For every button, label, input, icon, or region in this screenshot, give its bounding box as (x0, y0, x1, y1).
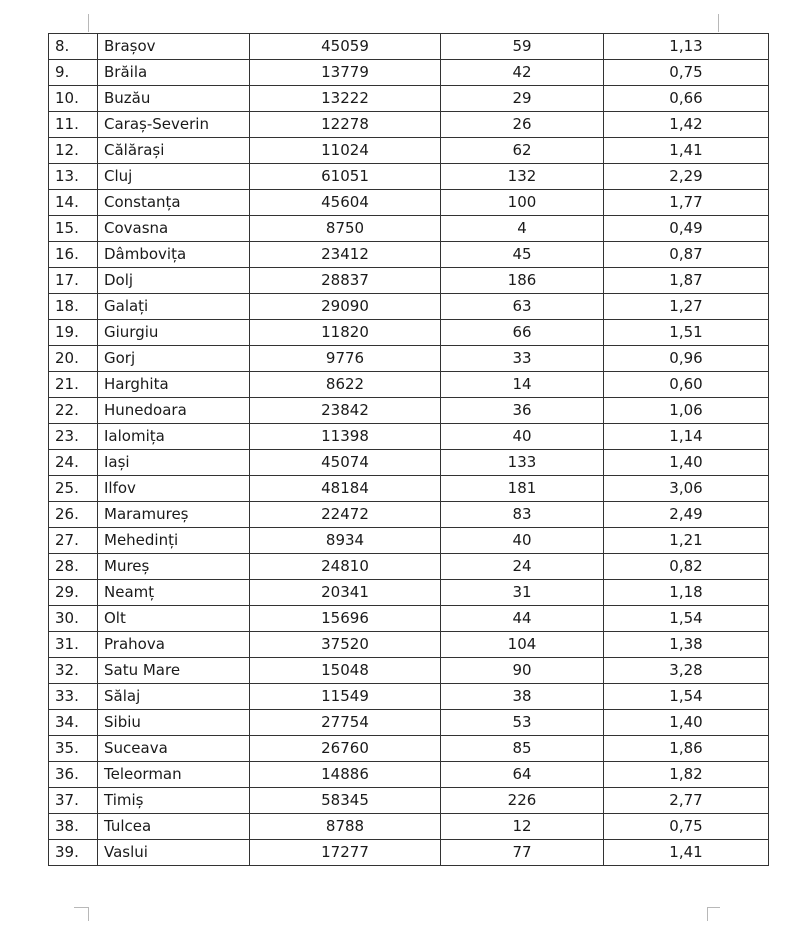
population-cell: 8622 (250, 372, 441, 398)
table-row (49, 268, 769, 294)
rate-cell: 0,49 (604, 216, 769, 242)
table-row (49, 372, 769, 398)
county-name-cell: Dâmbovița (98, 242, 250, 268)
rate-cell: 1,13 (604, 34, 769, 60)
table-row (49, 424, 769, 450)
page-margin-mark-bottom-left (74, 907, 89, 921)
population-cell: 45074 (250, 450, 441, 476)
county-name-cell: Dolj (98, 268, 250, 294)
cases-cell: 85 (441, 736, 604, 762)
cases-cell: 40 (441, 528, 604, 554)
county-name-cell: Brașov (98, 34, 250, 60)
cases-cell: 31 (441, 580, 604, 606)
population-cell: 23842 (250, 398, 441, 424)
cases-cell: 29 (441, 86, 604, 112)
rate-cell: 1,27 (604, 294, 769, 320)
population-cell: 11549 (250, 684, 441, 710)
row-number-cell: 20. (49, 346, 98, 372)
row-number-cell: 28. (49, 554, 98, 580)
table-row (49, 840, 769, 866)
table-row (49, 762, 769, 788)
county-name-cell: Timiș (98, 788, 250, 814)
cases-cell: 132 (441, 164, 604, 190)
table-row (49, 710, 769, 736)
cases-cell: 64 (441, 762, 604, 788)
row-number-cell: 16. (49, 242, 98, 268)
population-cell: 61051 (250, 164, 441, 190)
cases-cell: 42 (441, 60, 604, 86)
county-name-cell: Satu Mare (98, 658, 250, 684)
population-cell: 23412 (250, 242, 441, 268)
county-name-cell: Galați (98, 294, 250, 320)
rate-cell: 1,87 (604, 268, 769, 294)
table-row (49, 450, 769, 476)
cases-cell: 83 (441, 502, 604, 528)
county-name-cell: Mehedinți (98, 528, 250, 554)
population-cell: 11398 (250, 424, 441, 450)
population-cell: 8788 (250, 814, 441, 840)
cases-cell: 14 (441, 372, 604, 398)
cases-cell: 133 (441, 450, 604, 476)
table-row (49, 86, 769, 112)
county-name-cell: Brăila (98, 60, 250, 86)
population-cell: 26760 (250, 736, 441, 762)
population-cell: 13779 (250, 60, 441, 86)
county-name-cell: Maramureș (98, 502, 250, 528)
population-cell: 28837 (250, 268, 441, 294)
table-row (49, 138, 769, 164)
row-number-cell: 37. (49, 788, 98, 814)
rate-cell: 0,75 (604, 814, 769, 840)
county-name-cell: Olt (98, 606, 250, 632)
row-number-cell: 18. (49, 294, 98, 320)
cases-cell: 38 (441, 684, 604, 710)
rate-cell: 2,29 (604, 164, 769, 190)
population-cell: 11820 (250, 320, 441, 346)
cases-cell: 24 (441, 554, 604, 580)
county-name-cell: Sălaj (98, 684, 250, 710)
population-cell: 9776 (250, 346, 441, 372)
rate-cell: 1,18 (604, 580, 769, 606)
rate-cell: 0,75 (604, 60, 769, 86)
table-row (49, 554, 769, 580)
row-number-cell: 30. (49, 606, 98, 632)
county-name-cell: Sibiu (98, 710, 250, 736)
county-name-cell: Ialomița (98, 424, 250, 450)
rate-cell: 3,28 (604, 658, 769, 684)
population-cell: 22472 (250, 502, 441, 528)
county-name-cell: Constanța (98, 190, 250, 216)
cases-cell: 40 (441, 424, 604, 450)
cases-cell: 12 (441, 814, 604, 840)
population-cell: 8750 (250, 216, 441, 242)
rate-cell: 3,06 (604, 476, 769, 502)
population-cell: 20341 (250, 580, 441, 606)
county-data-table (48, 33, 769, 866)
rate-cell: 1,77 (604, 190, 769, 216)
county-name-cell: Suceava (98, 736, 250, 762)
table-row (49, 606, 769, 632)
cases-cell: 100 (441, 190, 604, 216)
row-number-cell: 31. (49, 632, 98, 658)
row-number-cell: 19. (49, 320, 98, 346)
table-row (49, 320, 769, 346)
row-number-cell: 24. (49, 450, 98, 476)
county-name-cell: Călărași (98, 138, 250, 164)
row-number-cell: 22. (49, 398, 98, 424)
table-row (49, 242, 769, 268)
row-number-cell: 36. (49, 762, 98, 788)
row-number-cell: 26. (49, 502, 98, 528)
population-cell: 13222 (250, 86, 441, 112)
county-name-cell: Vaslui (98, 840, 250, 866)
cases-cell: 33 (441, 346, 604, 372)
cases-cell: 66 (441, 320, 604, 346)
table-row (49, 216, 769, 242)
rate-cell: 0,87 (604, 242, 769, 268)
county-name-cell: Covasna (98, 216, 250, 242)
cases-cell: 44 (441, 606, 604, 632)
county-name-cell: Giurgiu (98, 320, 250, 346)
row-number-cell: 35. (49, 736, 98, 762)
rate-cell: 1,42 (604, 112, 769, 138)
row-number-cell: 39. (49, 840, 98, 866)
table-row (49, 632, 769, 658)
cases-cell: 181 (441, 476, 604, 502)
table-row (49, 164, 769, 190)
table-row (49, 346, 769, 372)
table-row (49, 112, 769, 138)
county-name-cell: Tulcea (98, 814, 250, 840)
table-row (49, 528, 769, 554)
population-cell: 12278 (250, 112, 441, 138)
population-cell: 58345 (250, 788, 441, 814)
rate-cell: 1,38 (604, 632, 769, 658)
row-number-cell: 25. (49, 476, 98, 502)
rate-cell: 1,54 (604, 684, 769, 710)
table-row (49, 34, 769, 60)
cases-cell: 63 (441, 294, 604, 320)
rate-cell: 2,49 (604, 502, 769, 528)
page-margin-mark-bottom-right (707, 907, 720, 921)
county-name-cell: Teleorman (98, 762, 250, 788)
population-cell: 24810 (250, 554, 441, 580)
rate-cell: 1,54 (604, 606, 769, 632)
table-row (49, 398, 769, 424)
cases-cell: 90 (441, 658, 604, 684)
cases-cell: 4 (441, 216, 604, 242)
rate-cell: 1,40 (604, 710, 769, 736)
row-number-cell: 11. (49, 112, 98, 138)
table-row (49, 788, 769, 814)
table-row (49, 502, 769, 528)
table-row (49, 736, 769, 762)
county-name-cell: Gorj (98, 346, 250, 372)
cases-cell: 26 (441, 112, 604, 138)
county-name-cell: Buzău (98, 86, 250, 112)
population-cell: 8934 (250, 528, 441, 554)
cases-cell: 36 (441, 398, 604, 424)
table-row (49, 580, 769, 606)
row-number-cell: 10. (49, 86, 98, 112)
table-row (49, 294, 769, 320)
county-name-cell: Prahova (98, 632, 250, 658)
county-name-cell: Cluj (98, 164, 250, 190)
county-name-cell: Ilfov (98, 476, 250, 502)
row-number-cell: 9. (49, 60, 98, 86)
row-number-cell: 32. (49, 658, 98, 684)
rate-cell: 1,86 (604, 736, 769, 762)
rate-cell: 1,14 (604, 424, 769, 450)
cases-cell: 53 (441, 710, 604, 736)
page-margin-mark-top-left (88, 14, 89, 32)
county-name-cell: Iași (98, 450, 250, 476)
rate-cell: 1,40 (604, 450, 769, 476)
population-cell: 11024 (250, 138, 441, 164)
county-name-cell: Hunedoara (98, 398, 250, 424)
rate-cell: 1,21 (604, 528, 769, 554)
cases-cell: 226 (441, 788, 604, 814)
row-number-cell: 34. (49, 710, 98, 736)
county-name-cell: Caraș-Severin (98, 112, 250, 138)
cases-cell: 62 (441, 138, 604, 164)
rate-cell: 1,51 (604, 320, 769, 346)
population-cell: 45059 (250, 34, 441, 60)
rate-cell: 0,82 (604, 554, 769, 580)
rate-cell: 0,96 (604, 346, 769, 372)
population-cell: 27754 (250, 710, 441, 736)
page-margin-mark-top-right (718, 14, 719, 32)
row-number-cell: 8. (49, 34, 98, 60)
rate-cell: 1,82 (604, 762, 769, 788)
row-number-cell: 13. (49, 164, 98, 190)
row-number-cell: 38. (49, 814, 98, 840)
row-number-cell: 21. (49, 372, 98, 398)
row-number-cell: 14. (49, 190, 98, 216)
population-cell: 17277 (250, 840, 441, 866)
table-row (49, 814, 769, 840)
row-number-cell: 27. (49, 528, 98, 554)
table-row (49, 476, 769, 502)
rate-cell: 1,41 (604, 138, 769, 164)
cases-cell: 45 (441, 242, 604, 268)
rate-cell: 0,66 (604, 86, 769, 112)
row-number-cell: 23. (49, 424, 98, 450)
cases-cell: 104 (441, 632, 604, 658)
population-cell: 48184 (250, 476, 441, 502)
population-cell: 37520 (250, 632, 441, 658)
population-cell: 14886 (250, 762, 441, 788)
row-number-cell: 12. (49, 138, 98, 164)
county-name-cell: Mureș (98, 554, 250, 580)
cases-cell: 186 (441, 268, 604, 294)
table-row (49, 60, 769, 86)
rate-cell: 1,41 (604, 840, 769, 866)
population-cell: 15048 (250, 658, 441, 684)
row-number-cell: 17. (49, 268, 98, 294)
cases-cell: 59 (441, 34, 604, 60)
population-cell: 45604 (250, 190, 441, 216)
county-name-cell: Harghita (98, 372, 250, 398)
table-body (49, 34, 769, 866)
rate-cell: 0,60 (604, 372, 769, 398)
cases-cell: 77 (441, 840, 604, 866)
row-number-cell: 15. (49, 216, 98, 242)
row-number-cell: 33. (49, 684, 98, 710)
table-row (49, 190, 769, 216)
rate-cell: 1,06 (604, 398, 769, 424)
table-row (49, 684, 769, 710)
county-name-cell: Neamț (98, 580, 250, 606)
rate-cell: 2,77 (604, 788, 769, 814)
table-row (49, 658, 769, 684)
population-cell: 29090 (250, 294, 441, 320)
population-cell: 15696 (250, 606, 441, 632)
row-number-cell: 29. (49, 580, 98, 606)
